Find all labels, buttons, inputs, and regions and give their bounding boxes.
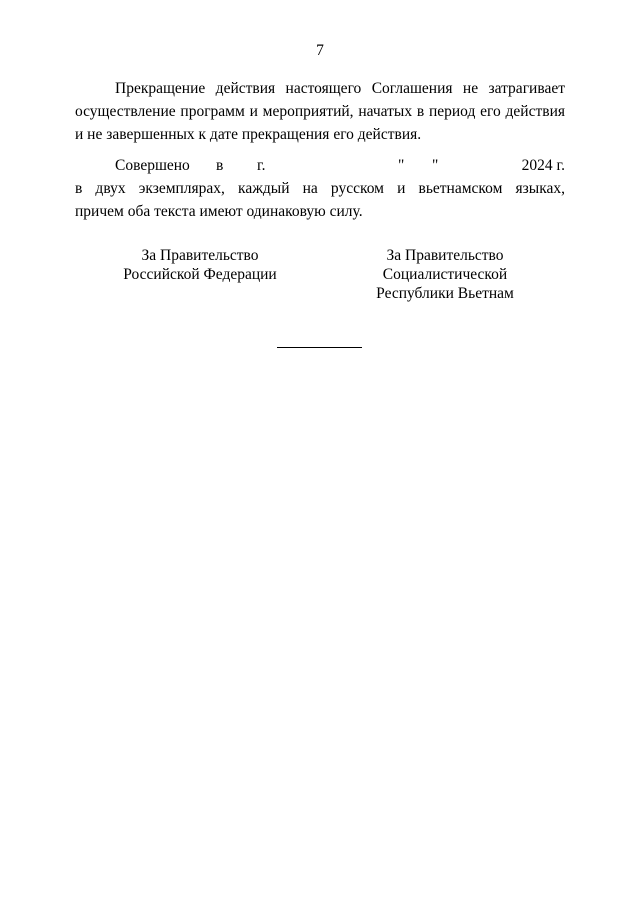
paragraph-line: в двух экземплярах, каждый на русском и вьетнамском языках, bbox=[75, 180, 565, 197]
done-at-quote-open: " bbox=[398, 157, 405, 174]
signature-line: За Правительство bbox=[386, 247, 504, 264]
done-at-in: в bbox=[216, 157, 224, 174]
done-at-line bbox=[75, 154, 565, 177]
page-number: 7 bbox=[316, 42, 324, 59]
paragraph-line: причем оба текста имеют одинаковую силу. bbox=[75, 203, 363, 220]
end-divider bbox=[277, 347, 362, 348]
done-at-year: 2024 г. bbox=[521, 157, 565, 174]
signature-block-vietnam bbox=[340, 246, 550, 303]
paragraph-line: и не завершенных к дате прекращения его действия. bbox=[75, 126, 422, 143]
signature-line: Республики Вьетнам bbox=[376, 285, 514, 302]
done-at-word: Совершено bbox=[115, 157, 190, 174]
termination-paragraph bbox=[75, 77, 565, 146]
done-at-quote-close: " bbox=[432, 157, 439, 174]
paragraph-line: Прекращение действия настоящего Соглашения не затрагивает bbox=[115, 80, 565, 97]
signature-line: Социалистической bbox=[382, 266, 508, 283]
paragraph-line: осуществление программ и мероприятий, начатых в период его действия bbox=[75, 103, 565, 120]
signature-block-russia bbox=[100, 246, 300, 284]
done-at-paragraph bbox=[75, 154, 565, 223]
done-at-city: г. bbox=[257, 157, 266, 174]
signature-line: Российской Федерации bbox=[123, 266, 277, 283]
signature-line: За Правительство bbox=[141, 247, 259, 264]
